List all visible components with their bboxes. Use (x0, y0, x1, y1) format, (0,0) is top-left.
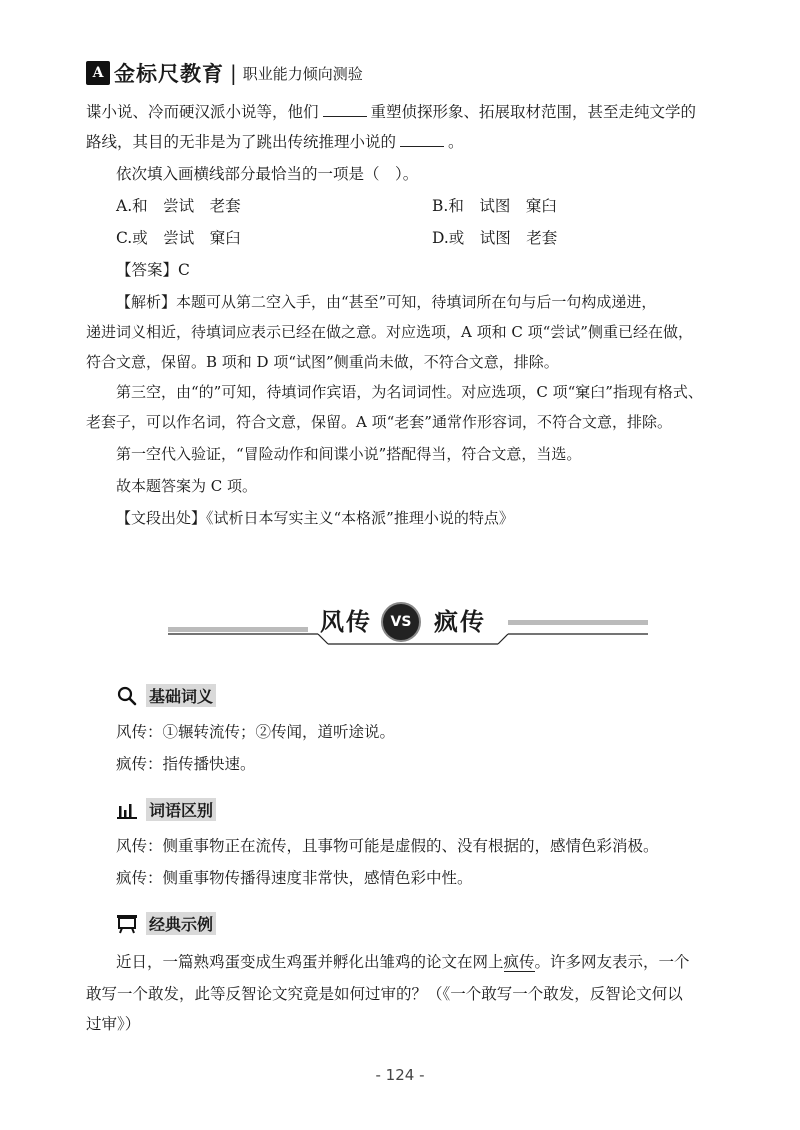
diff-item-1: 风传：侧重事物正在流传，且事物可能是虚假的、没有根据的，感情色彩消极。 (116, 837, 659, 855)
section-basic-header (116, 684, 216, 707)
vs-banner (168, 596, 648, 652)
basic-meaning-2: 疯传：指传播快速。 (116, 755, 256, 773)
example-text: 近日，一篇熟鸡蛋变成生鸡蛋并孵化出雏鸡的论文在网上 (116, 953, 504, 971)
brand-subtitle: 职业能力倾向测验 (242, 64, 363, 83)
option-c: C.或 尝试 窠臼 (116, 229, 241, 247)
example-line-3: 过审》） (86, 1015, 141, 1033)
brand-name: 金标尺教育 (114, 62, 224, 86)
vs-badge: VS (381, 602, 421, 642)
analysis-line: 故本题答案为 C 项。 (116, 477, 258, 495)
blank-2 (400, 132, 444, 147)
source-citation: 【文段出处】《试析日本写实主义“本格派”推理小说的特点》 (116, 509, 514, 527)
brand-logo-icon: A (86, 61, 110, 85)
analysis-line: 【解析】本题可从第二空入手，由“甚至”可知，待填词所在句与后一句构成递进， (116, 293, 657, 311)
question-text: 谍小说、冷而硬汉派小说等，他们 (86, 103, 319, 121)
section-example-title: 经典示例 (146, 912, 216, 935)
section-diff-header (116, 798, 216, 821)
example-line-2: 敢写一个敢发，此等反智论文究竟是如何过审的？（《一个敢写一个敢发，反智论文何以 (86, 985, 683, 1003)
diff-item-2: 疯传：侧重事物传播得速度非常快，感情色彩中性。 (116, 869, 473, 887)
option-a: A.和 尝试 老套 (116, 197, 241, 215)
question-text: 。 (448, 133, 464, 151)
question-line-2 (86, 130, 464, 154)
question-line-1 (86, 100, 696, 124)
example-text: 。许多网友表示，一个 (534, 953, 690, 971)
search-icon (116, 685, 138, 707)
question-prompt: 依次填入画横线部分最恰当的一项是（ ）。 (116, 165, 419, 183)
analysis-line: 符合文意，保留。B 项和 D 项“试图”侧重尚未做，不符合文意，排除。 (86, 353, 559, 371)
answer: 【答案】C (116, 261, 190, 279)
bar-chart-icon (116, 799, 138, 821)
option-d: D.或 试图 老套 (432, 229, 558, 247)
basic-meaning-1: 风传：①辗转流传；②传闻，道听途说。 (116, 723, 396, 741)
section-example-header (116, 912, 216, 935)
question-text: 重塑侦探形象、拓展取材范围，甚至走纯文学的 (370, 103, 697, 121)
analysis-line: 第一空代入验证，“冒险动作和间谍小说”搭配得当，符合文意，当选。 (116, 445, 582, 463)
blank-1 (323, 102, 367, 117)
easel-icon (116, 913, 138, 935)
option-b: B.和 试图 窠臼 (432, 197, 557, 215)
page-number: - 124 - (375, 1066, 425, 1084)
question-text: 路线，其目的无非是为了跳出传统推理小说的 (86, 133, 397, 151)
brand-separator: | (230, 61, 237, 85)
vs-right-word: 疯传 (434, 607, 486, 636)
section-basic-title: 基础词义 (146, 684, 216, 707)
brand-header (86, 58, 363, 88)
analysis-line: 递进词义相近，待填词应表示已经在做之意。对应选项，A 项和 C 项“尝试”侧重已经在做， (86, 323, 693, 341)
example-highlight-word: 疯传 (503, 953, 535, 971)
analysis-line: 老套子，可以作名词，符合文意，保留。A 项“老套”通常作形容词，不符合文意，排除。 (86, 413, 672, 431)
analysis-line: 第三空，由“的”可知，待填词作宾语，为名词词性。对应选项，C 项“窠臼”指现有格式、 (116, 383, 703, 401)
vs-left-word: 风传 (320, 607, 372, 636)
section-diff-title: 词语区别 (146, 798, 216, 821)
example-line-1 (116, 950, 690, 974)
